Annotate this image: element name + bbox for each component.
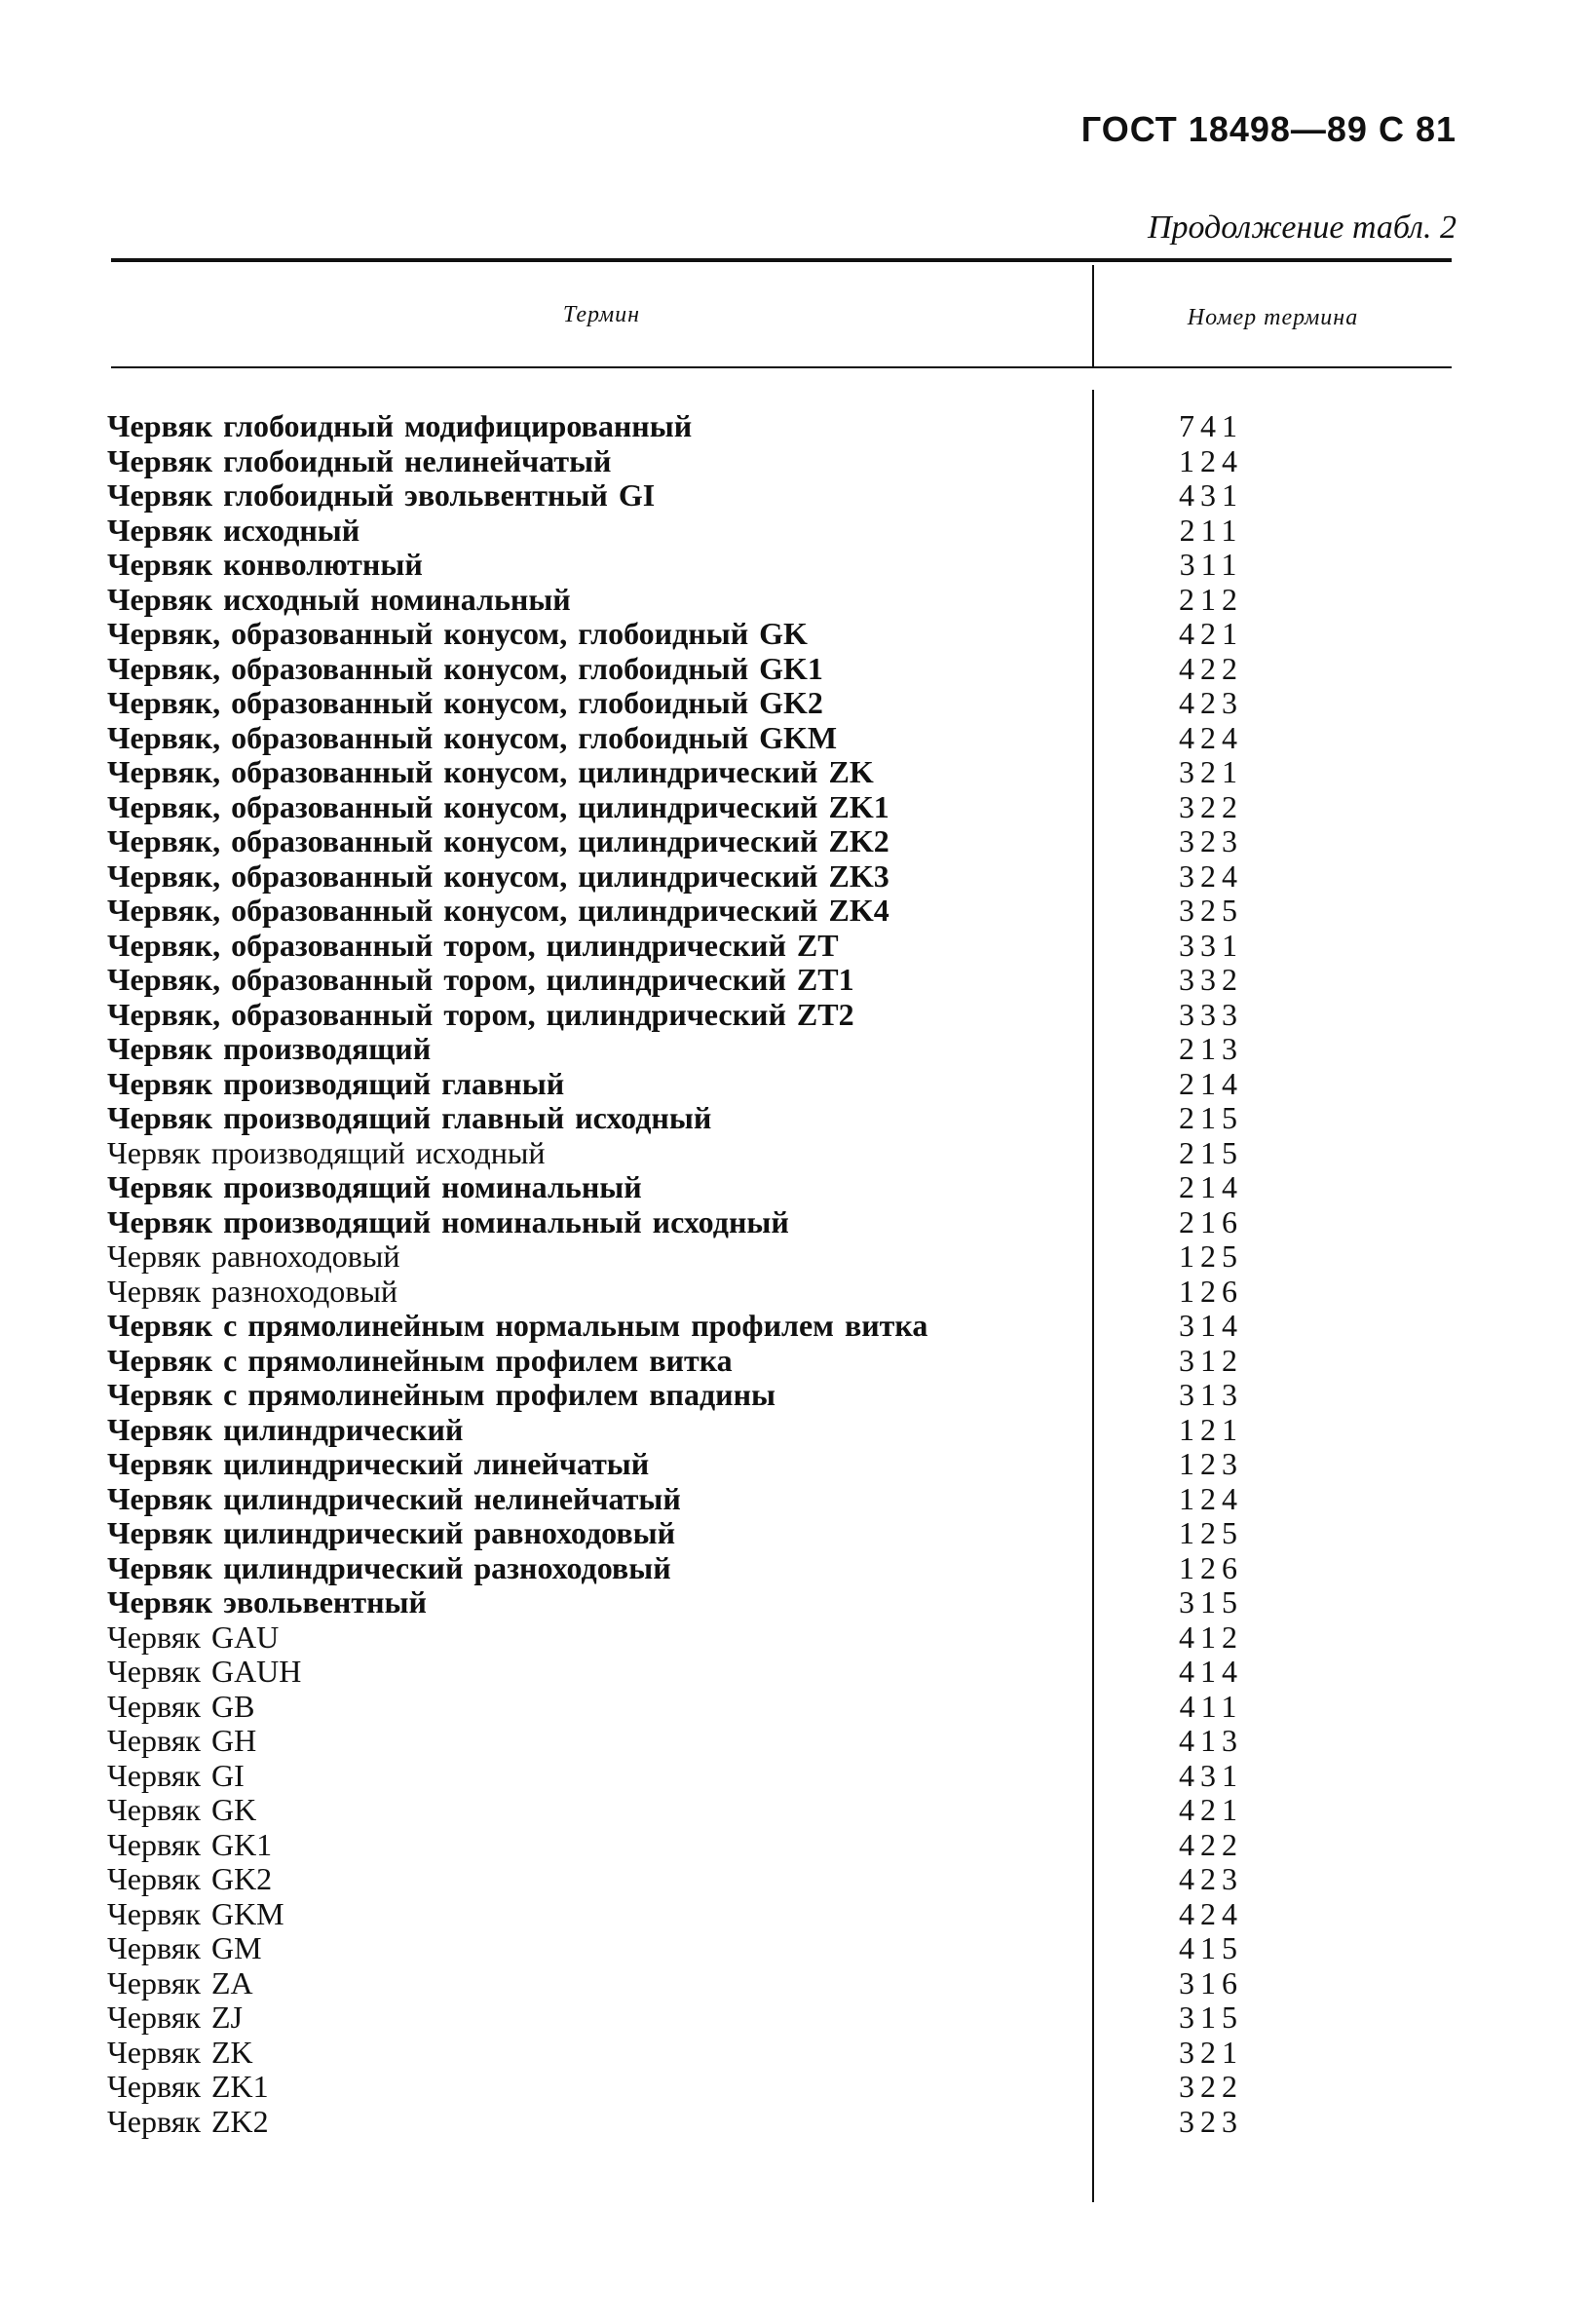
term-cell: Червяк глобоидный нелинейчатый [107,442,612,478]
table-row [0,1966,1589,2001]
table-row [0,1170,1589,1205]
term-cell: Червяк цилиндрический [107,1411,464,1447]
table-row [0,1690,1589,1725]
term-number-cell: 322 [1179,2069,1243,2104]
term-number-cell: 314 [1179,1308,1243,1343]
term-table-body [0,409,1589,2139]
term-number-cell: 323 [1179,2103,1243,2139]
term-number-cell: 215 [1179,1134,1243,1170]
term-cell: Червяк разноходовый [107,1273,397,1309]
table-row [0,2070,1589,2105]
table-row [0,824,1589,859]
term-cell: Червяк GM [107,1930,262,1965]
term-number-cell: 316 [1179,1964,1243,2000]
term-number-cell: 126 [1179,1549,1243,1585]
table-row [0,894,1589,929]
term-cell: Червяк, образованный тором, цилиндрический ZT [107,927,839,963]
term-number-cell: 741 [1179,408,1243,443]
table-row [0,1413,1589,1448]
table-row [0,617,1589,652]
term-cell: Червяк, образованный конусом, глобоидный GKM [107,719,838,755]
term-cell: Червяк GI [107,1757,245,1793]
term-number-cell: 311 [1179,547,1243,582]
term-number-cell: 121 [1179,1411,1243,1447]
table-row [0,1239,1589,1275]
term-cell: Червяк GK1 [107,1826,273,1862]
term-cell: Червяк производящий главный исходный [107,1100,712,1135]
term-number-cell: 415 [1179,1930,1243,1965]
term-number-cell: 422 [1179,650,1243,686]
term-cell: Червяк с прямолинейным профилем витка [107,1342,733,1378]
term-number-cell: 123 [1179,1446,1243,1481]
table-row [0,1759,1589,1794]
term-cell: Червяк производящий [107,1031,432,1066]
term-cell: Червяк GB [107,1688,255,1724]
column-header-term: Термин [562,302,641,327]
table-row [0,1828,1589,1863]
term-cell: Червяк GAU [107,1619,280,1655]
table-row [0,478,1589,514]
table-row [0,1482,1589,1517]
term-number-cell: 213 [1179,1031,1243,1066]
table-row [0,1309,1589,1344]
term-cell: Червяк, образованный конусом, цилиндрический ZK4 [107,893,889,928]
term-number-cell: 322 [1179,788,1243,824]
term-cell: Червяк ZA [107,1964,253,2000]
term-cell: Червяк, образованный конусом, цилиндрический ZK1 [107,788,889,824]
term-number-cell: 412 [1179,1619,1243,1655]
table-row [0,1655,1589,1690]
term-cell: Червяк, образованный конусом, цилиндрический ZK3 [107,857,889,894]
table-row [0,1101,1589,1136]
table-row [0,1931,1589,1966]
table-row [0,790,1589,825]
term-cell: Червяк, образованный конусом, цилиндрический ZK [107,754,874,789]
term-number-cell: 431 [1179,1757,1243,1793]
term-cell: Червяк GK [107,1792,257,1827]
term-number-cell: 312 [1179,1342,1243,1378]
table-row [0,721,1589,756]
term-cell: Червяк с прямолинейным нормальным профилем витка [107,1308,928,1343]
table-row [0,1275,1589,1310]
term-cell: Червяк исходный [107,512,360,548]
table-row [0,2036,1589,2071]
column-header-number: Номер термина [1187,305,1359,330]
term-number-cell: 313 [1179,1377,1243,1412]
table-row [0,2105,1589,2140]
table-row [0,1724,1589,1759]
table-row [0,929,1589,964]
term-cell: Червяк ZK [107,2034,253,2070]
term-cell: Червяк производящий главный [107,1065,565,1101]
term-number-cell: 324 [1179,857,1243,894]
term-cell: Червяк производящий номинальный [107,1169,642,1204]
term-cell: Червяк глобоидный эвольвентный GI [107,477,656,513]
table-row [0,1447,1589,1482]
table-row [0,2000,1589,2036]
table-row [0,514,1589,549]
term-cell: Червяк, образованный конусом, глобоидный GK1 [107,650,823,686]
term-cell: Червяк цилиндрический нелинейчатый [107,1480,681,1516]
term-number-cell: 125 [1179,1515,1243,1550]
term-cell: Червяк цилиндрический разноходовый [107,1549,671,1585]
term-number-cell: 431 [1179,477,1243,513]
term-cell: Червяк ZK2 [107,2103,269,2139]
table-header-rule [111,366,1452,368]
term-cell: Червяк, образованный конусом, глобоидный GK [107,616,808,651]
table-row [0,548,1589,583]
term-cell: Червяк, образованный конусом, глобоидный GK2 [107,685,823,720]
table-row [0,963,1589,998]
term-cell: Червяк цилиндрический равноходовый [107,1515,676,1550]
table-row [0,1585,1589,1620]
table-row [0,1067,1589,1102]
table-row [0,755,1589,790]
term-cell: Червяк GK2 [107,1861,273,1896]
term-cell: Червяк, образованный тором, цилиндрический ZT2 [107,996,854,1032]
term-number-cell: 422 [1179,1826,1243,1862]
table-row [0,1551,1589,1586]
table-row [0,1344,1589,1379]
term-cell: Червяк производящий номинальный исходный [107,1203,789,1239]
term-number-cell: 212 [1179,581,1243,617]
term-number-cell: 124 [1179,442,1243,478]
term-number-cell: 211 [1179,512,1243,548]
term-number-cell: 315 [1179,2000,1243,2035]
page-header: ГОСТ 18498—89 С 81 [1080,109,1457,149]
table-row [0,652,1589,687]
term-number-cell: 215 [1179,1100,1243,1135]
term-number-cell: 424 [1179,1895,1243,1931]
term-number-cell: 214 [1179,1169,1243,1204]
term-number-cell: 214 [1179,1065,1243,1101]
term-number-cell: 331 [1179,927,1243,963]
table-row [0,1793,1589,1828]
term-number-cell: 125 [1179,1238,1243,1274]
term-number-cell: 411 [1179,1688,1243,1724]
table-row [0,1378,1589,1413]
term-cell: Червяк с прямолинейным профилем впадины [107,1377,776,1412]
term-number-cell: 325 [1179,893,1243,928]
term-cell: Червяк конволютный [107,547,423,582]
table-row [0,1136,1589,1171]
term-number-cell: 424 [1179,719,1243,755]
term-number-cell: 423 [1179,1861,1243,1896]
term-cell: Червяк глобоидный модифицированный [107,408,693,443]
term-number-cell: 413 [1179,1723,1243,1758]
term-number-cell: 321 [1179,2034,1243,2070]
term-cell: Червяк производящий исходный [107,1134,546,1170]
table-row [0,1897,1589,1932]
term-cell: Червяк ZK1 [107,2069,269,2104]
term-cell: Червяк исходный номинальный [107,581,571,617]
table-row [0,859,1589,895]
table-top-rule [111,258,1452,262]
term-number-cell: 332 [1179,962,1243,997]
term-number-cell: 126 [1179,1273,1243,1309]
term-cell: Червяк, образованный тором, цилиндрический ZT1 [107,962,854,997]
term-number-cell: 414 [1179,1654,1243,1689]
term-number-cell: 323 [1179,823,1243,858]
term-cell: Червяк цилиндрический линейчатый [107,1446,650,1481]
term-cell: Червяк эвольвентный [107,1584,427,1619]
table-row [0,583,1589,618]
term-cell: Червяк, образованный конусом, цилиндрический ZK2 [107,823,889,858]
term-number-cell: 423 [1179,685,1243,720]
table-row [0,1205,1589,1240]
table-row [0,1516,1589,1551]
table-row [0,409,1589,444]
table-row [0,1620,1589,1656]
term-number-cell: 421 [1179,616,1243,651]
term-cell: Червяк GAUH [107,1654,302,1689]
term-number-cell: 333 [1179,996,1243,1032]
table-continuation-label: Продолжение табл. 2 [1147,210,1457,246]
term-number-cell: 421 [1179,1792,1243,1827]
table-row [0,998,1589,1033]
table-row [0,1862,1589,1897]
term-cell: Червяк GH [107,1723,257,1758]
table-row [0,1032,1589,1067]
term-number-cell: 321 [1179,754,1243,789]
term-number-cell: 315 [1179,1584,1243,1619]
table-row [0,444,1589,479]
term-cell: Червяк ZJ [107,2000,243,2035]
table-row [0,686,1589,721]
term-cell: Червяк GKM [107,1895,284,1931]
term-cell: Червяк равноходовый [107,1238,400,1274]
term-number-cell: 216 [1179,1203,1243,1239]
term-number-cell: 124 [1179,1480,1243,1516]
